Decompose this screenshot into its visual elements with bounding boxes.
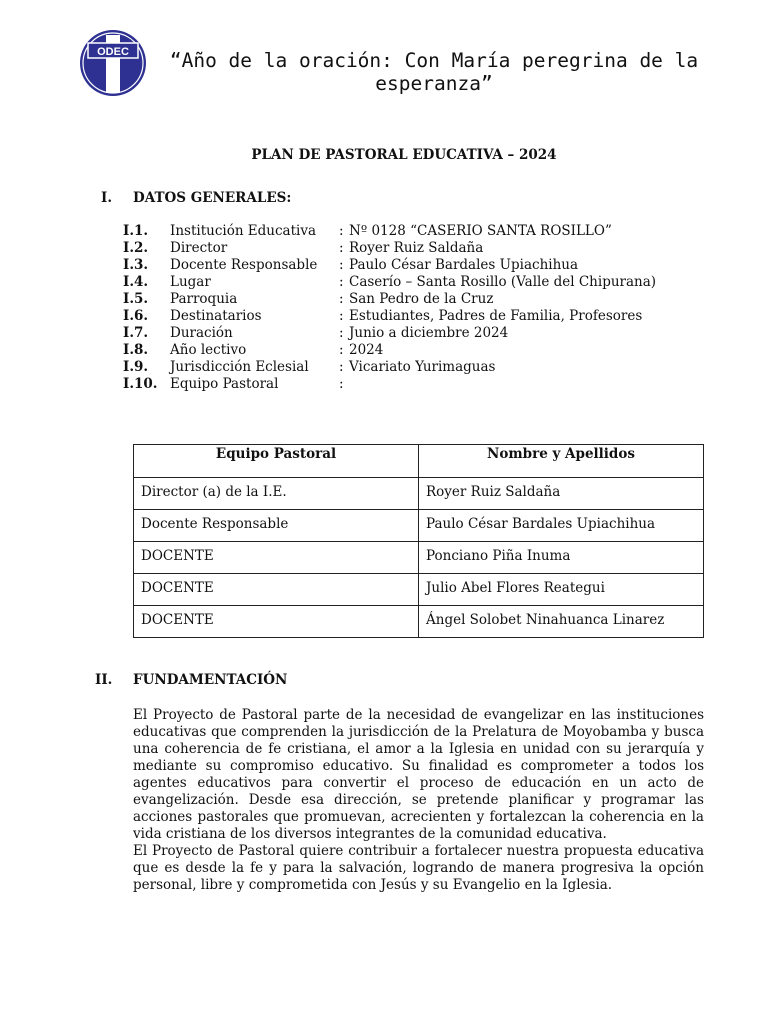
item-value: Junio a diciembre 2024: [349, 325, 509, 341]
item-code: I.3.: [123, 257, 149, 273]
item-colon: :: [339, 376, 344, 392]
name-cell: Paulo César Bardales Upiachihua: [419, 510, 704, 542]
item-value: Caserío – Santa Rosillo (Valle del Chipurana): [349, 274, 657, 290]
paragraph: El Proyecto de Pastoral parte de la necesidad de evangelizar en las instituciones educativas que comprenden la jurisdicción de la Prelatura de Moyobamba y busca una coherencia de fe cristiana, el amor a la Iglesia en unidad con su jerarquía y mediante su compromiso educativo. Su finalidad es comprometer a todos los agentes educativos para convertir el proceso de educación en un acto de evangelización. Desde esa dirección, se pretende planificar y programar las acciones pastorales que promuevan, acrecienten y fortalezcan la coherencia en la vida cristiana de los diversos integrantes de la comunidad educativa.: [133, 707, 704, 842]
item-value: Estudiantes, Padres de Familia, Profesores: [349, 308, 643, 324]
item-colon: :: [339, 342, 344, 358]
item-colon: :: [339, 291, 344, 307]
table-row: [134, 606, 704, 638]
table-row: [134, 478, 704, 510]
name-cell: Julio Abel Flores Reategui: [419, 574, 704, 606]
item-code: I.9.: [123, 359, 149, 375]
item-value: Nº 0128 “CASERIO SANTA ROSILLO”: [349, 223, 612, 239]
item-code: I.8.: [123, 342, 149, 358]
item-code: I.5.: [123, 291, 149, 307]
column-header: Nombre y Apellidos: [419, 445, 704, 478]
item-code: I.4.: [123, 274, 149, 290]
item-code: I.1.: [123, 223, 149, 239]
table-header-row: [134, 445, 704, 478]
item-label: Equipo Pastoral: [170, 376, 279, 392]
section-1-number: I.: [101, 190, 113, 206]
odec-logo: [79, 29, 147, 97]
item-colon: :: [339, 223, 344, 239]
item-label: Destinatarios: [170, 308, 262, 324]
item-colon: :: [339, 308, 344, 324]
column-header: Equipo Pastoral: [134, 445, 419, 478]
item-code: I.7.: [123, 325, 149, 341]
year-motto: “Año de la oración: Con María peregrina de la esperanza”: [169, 49, 699, 95]
paragraph: El Proyecto de Pastoral quiere contribuir a fortalecer nuestra propuesta educativa que es desde la fe y para la salvación, logrando de manera progresiva la opción personal, libre y comprometida con Jesús y su Evangelio en la Iglesia.: [133, 843, 704, 893]
item-value: Paulo César Bardales Upiachihua: [349, 257, 579, 273]
item-code: I.10.: [123, 376, 158, 392]
item-label: Institución Educativa: [170, 223, 317, 239]
item-code: I.2.: [123, 240, 149, 256]
item-label: Jurisdicción Eclesial: [170, 359, 309, 375]
item-value: San Pedro de la Cruz: [349, 291, 494, 307]
item-code: I.6.: [123, 308, 149, 324]
role-cell: Docente Responsable: [134, 510, 419, 542]
table-row: [134, 510, 704, 542]
item-value: Royer Ruiz Saldaña: [349, 240, 484, 256]
item-colon: :: [339, 257, 344, 273]
item-label: Director: [170, 240, 228, 256]
item-label: Parroquia: [170, 291, 238, 307]
odec-cross-icon: [79, 29, 147, 97]
role-cell: DOCENTE: [134, 542, 419, 574]
item-colon: :: [339, 274, 344, 290]
name-cell: Royer Ruiz Saldaña: [419, 478, 704, 510]
item-colon: :: [339, 325, 344, 341]
name-cell: Ponciano Piña Inuma: [419, 542, 704, 574]
item-colon: :: [339, 240, 344, 256]
item-label: Docente Responsable: [170, 257, 318, 273]
table-row: [134, 574, 704, 606]
item-label: Año lectivo: [170, 342, 247, 358]
role-cell: DOCENTE: [134, 606, 419, 638]
item-label: Lugar: [170, 274, 211, 290]
table-row: [134, 542, 704, 574]
section-2-heading: FUNDAMENTACIÓN: [133, 672, 288, 688]
document-title: PLAN DE PASTORAL EDUCATIVA – 2024: [251, 147, 557, 163]
section-2-number: II.: [95, 672, 113, 688]
fundamentacion-text: [133, 707, 704, 894]
item-value: Vicariato Yurimaguas: [349, 359, 496, 375]
role-cell: Director (a) de la I.E.: [134, 478, 419, 510]
name-cell: Ángel Solobet Ninahuanca Linarez: [419, 606, 704, 638]
logo-text: ODEC: [97, 46, 129, 58]
role-cell: DOCENTE: [134, 574, 419, 606]
item-value: 2024: [349, 342, 384, 358]
pastoral-team-table: [133, 444, 704, 638]
item-label: Duración: [170, 325, 233, 341]
item-colon: :: [339, 359, 344, 375]
section-1-heading: DATOS GENERALES:: [133, 190, 292, 206]
